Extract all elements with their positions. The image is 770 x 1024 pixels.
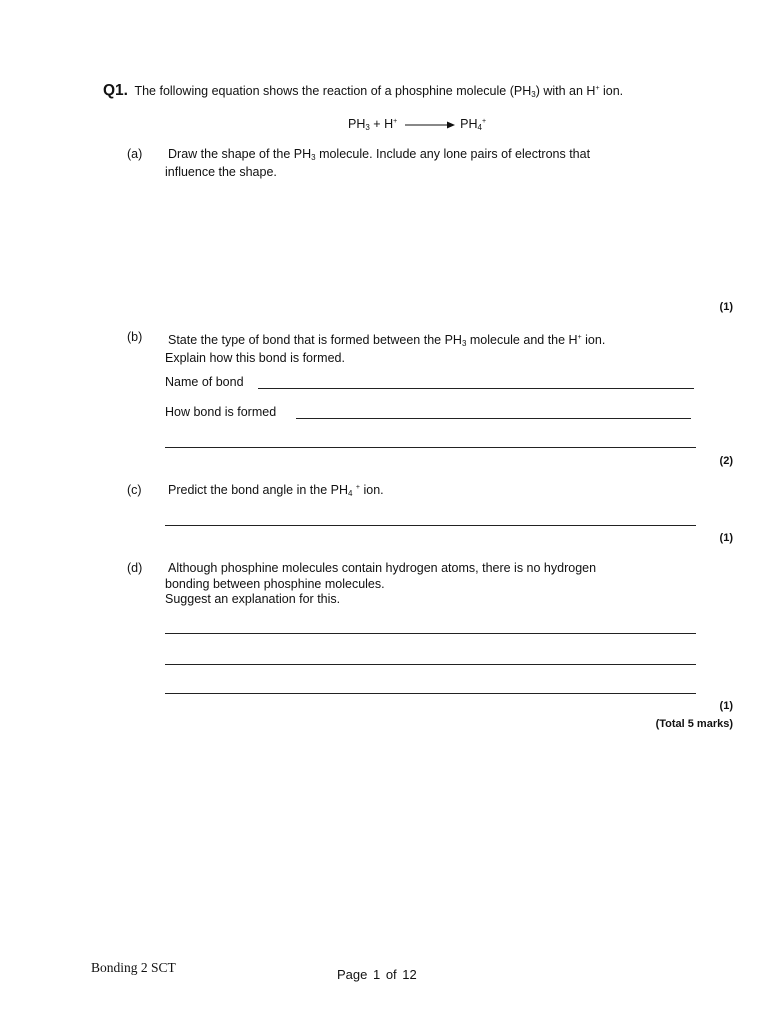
- question-number: Q1.: [103, 82, 128, 99]
- part-d-marks: (1): [719, 700, 733, 712]
- part-c-label: (c): [127, 483, 142, 497]
- part-d-label: (d): [127, 561, 143, 575]
- part-c-marks: (1): [719, 532, 733, 544]
- name-of-bond-answer-line[interactable]: [258, 388, 694, 389]
- footer-page-number: Page 1 of 12: [337, 967, 417, 982]
- how-bond-formed-answer-line[interactable]: [296, 418, 691, 419]
- reaction-equation: $PH_3 + H^+$ $PH_4^+$: [348, 117, 487, 132]
- footer-module-name: Bonding 2 SCT: [91, 960, 176, 975]
- part-c-answer-line[interactable]: [165, 525, 696, 526]
- reaction-arrow-icon: [405, 120, 455, 130]
- part-b-text: State the type of bond that is formed between the $PH_3$ molecule and the H+ ion. Explain how this bond is formed.: [165, 333, 606, 365]
- part-a-label: (a): [127, 147, 143, 161]
- part-d-answer-line-3[interactable]: [165, 693, 696, 694]
- part-a-marks: (1): [719, 301, 733, 313]
- question-intro: The following equation shows the reaction of a phosphine molecule $(PH_3)$ with an H+ ion.: [134, 84, 624, 99]
- part-d-answer-line-1[interactable]: [165, 633, 696, 634]
- part-d-text: Although phosphine molecules contain hydrogen atoms, there is no hydrogen bonding between phosphine molecules. Suggest an explanation for this.: [165, 561, 597, 606]
- part-a-text: Draw the shape of the $PH_3$ molecule. Include any lone pairs of electrons that influence the shape.: [165, 147, 591, 179]
- part-b-answer-line-2[interactable]: [165, 447, 696, 448]
- total-marks: (Total 5 marks): [655, 718, 733, 730]
- how-bond-formed-label: How bond is formed: [165, 405, 277, 419]
- part-d-answer-line-2[interactable]: [165, 664, 696, 665]
- part-c-text: Predict the bond angle in the $PH_4$ + ion.: [168, 483, 384, 498]
- part-b-label: (b): [127, 330, 143, 344]
- part-b-marks: (2): [719, 455, 733, 467]
- name-of-bond-label: Name of bond: [165, 375, 244, 389]
- question-header: [103, 82, 623, 100]
